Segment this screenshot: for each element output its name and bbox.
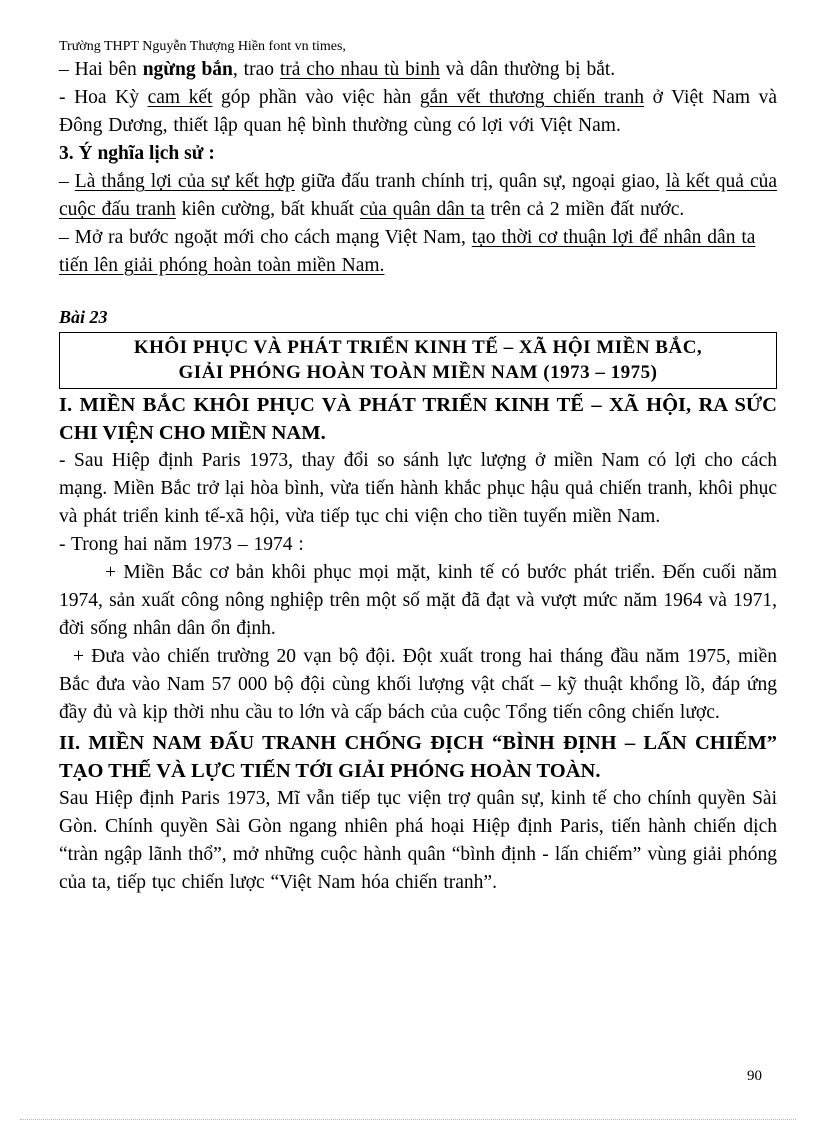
section-1-paragraph-2: - Trong hai năm 1973 – 1974 :: [59, 534, 304, 555]
underlined-text: trả cho nhau tù binh: [279, 59, 440, 80]
text-run: , trao: [232, 59, 280, 80]
section-1-heading: I. MIỀN BẮC KHÔI PHỤC VÀ PHÁT TRIỂN KINH TẾ – XÃ HỘI, RA SỨC CHI VIỆN CHO MIỀN NAM.: [59, 394, 777, 444]
section-1-paragraph-4: + Đưa vào chiến trường 20 vạn bộ đội. Đột xuất trong hai tháng đầu năm 1975, miền Bắc đưa vào Nam 57 000 bộ đội cùng khối lượng vật chất – kỹ thuật khổng lồ, đáp ứng đầy đủ và kịp thời nhu cầu to lớn và cấp bách của cuộc Tổng tiến công chiến lược.: [59, 646, 777, 723]
lesson-title-box: [59, 332, 777, 389]
lesson-label: Bài 23: [59, 307, 108, 327]
underlined-text: cam kết: [147, 87, 213, 108]
page-bottom-divider: [20, 1119, 796, 1120]
paragraph-us-commitment: [59, 84, 777, 140]
underlined-text: là kết quả của cuộc đấu tranh: [59, 171, 778, 220]
section-1-paragraph-1: - Sau Hiệp định Paris 1973, thay đổi so sánh lực lượng ở miền Nam có lợi cho cách mạng. Miền Bắc trở lại hòa bình, vừa tiến hành khắc phục hậu quả chiến tranh, khôi phục và phát triển kinh tế-xã hội, vừa tiếp tục chi viện cho tiền tuyến miền Nam.: [59, 450, 777, 527]
text-run: giữa đấu tranh chính trị, quân sự, ngoại giao,: [294, 171, 666, 192]
page-number: 90: [747, 1068, 762, 1084]
text-run: ở Việt Nam và Đông Dương, thiết lập quan hệ bình thường cùng có lợi với Việt Nam.: [59, 87, 777, 136]
section-2-heading: II. MIỀN NAM ĐẤU TRANH CHỐNG ĐỊCH “BÌNH ĐỊNH – LẤN CHIẾM” TẠO THẾ VÀ LỰC TIẾN TỚI GIẢI PHÓNG HOÀN TOÀN.: [59, 732, 777, 782]
paragraph-ceasefire: [59, 56, 777, 84]
text-run: góp phần vào việc hàn: [212, 87, 420, 108]
page-header: Trường THPT Nguyễn Thượng Hiền font vn times,: [59, 39, 346, 54]
heading-historical-significance: 3. Ý nghĩa lịch sử :: [59, 143, 215, 164]
text-run: và dân thường bị bắt.: [439, 59, 616, 80]
text-run: trên cả 2 miền đất nước.: [484, 199, 685, 220]
bold-text: ngừng bắn: [142, 59, 233, 80]
text-run: –: [59, 171, 75, 192]
paragraph-significance-1: [59, 168, 777, 224]
text-run: - Hoa Kỳ: [59, 87, 148, 108]
text-run: – Mở ra bước ngoặt mới cho cách mạng Việt Nam,: [59, 227, 472, 248]
text-run: kiên cường, bất khuất: [175, 199, 360, 220]
underlined-text: tạo thời cơ thuận lợi để nhân dân ta tiến lên giải phóng hoàn toàn miền Nam.: [59, 227, 756, 276]
section-2-paragraph-1: Sau Hiệp định Paris 1973, Mĩ vẫn tiếp tục viện trợ quân sự, kinh tế cho chính quyền Sài Gòn. Chính quyền Sài Gòn ngang nhiên phá hoại Hiệp định Paris, tiến hành chiến dịch “tràn ngập lãnh thổ”, mở những cuộc hành quân “bình định - lấn chiếm” vùng giải phóng của ta, tiếp tục chiến lược “Việt Nam hóa chiến tranh”.: [59, 788, 777, 893]
underlined-text: gắn vết thương chiến tranh: [419, 87, 645, 108]
lesson-title-line2: GIẢI PHÓNG HOÀN TOÀN MIỀN NAM (1973 – 1975): [178, 362, 658, 383]
underlined-text: của quân dân ta: [359, 199, 485, 220]
section-1-paragraph-3: + Miền Bắc cơ bản khôi phục mọi mặt, kinh tế có bước phát triển. Đến cuối năm 1974, sản xuất công nông nghiệp trên một số mặt đã đạt và vượt mức năm 1964 và 1971, đời sống nhân dân ổn định.: [59, 562, 777, 639]
document-page: [59, 38, 777, 897]
paragraph-significance-2: [59, 224, 777, 280]
underlined-text: Là thắng lợi của sự kết hợp: [74, 171, 295, 192]
lesson-title-line1: KHÔI PHỤC VÀ PHÁT TRIỂN KINH TẾ – XÃ HỘI MIỀN BẮC,: [133, 337, 703, 358]
text-run: – Hai bên: [59, 59, 143, 80]
